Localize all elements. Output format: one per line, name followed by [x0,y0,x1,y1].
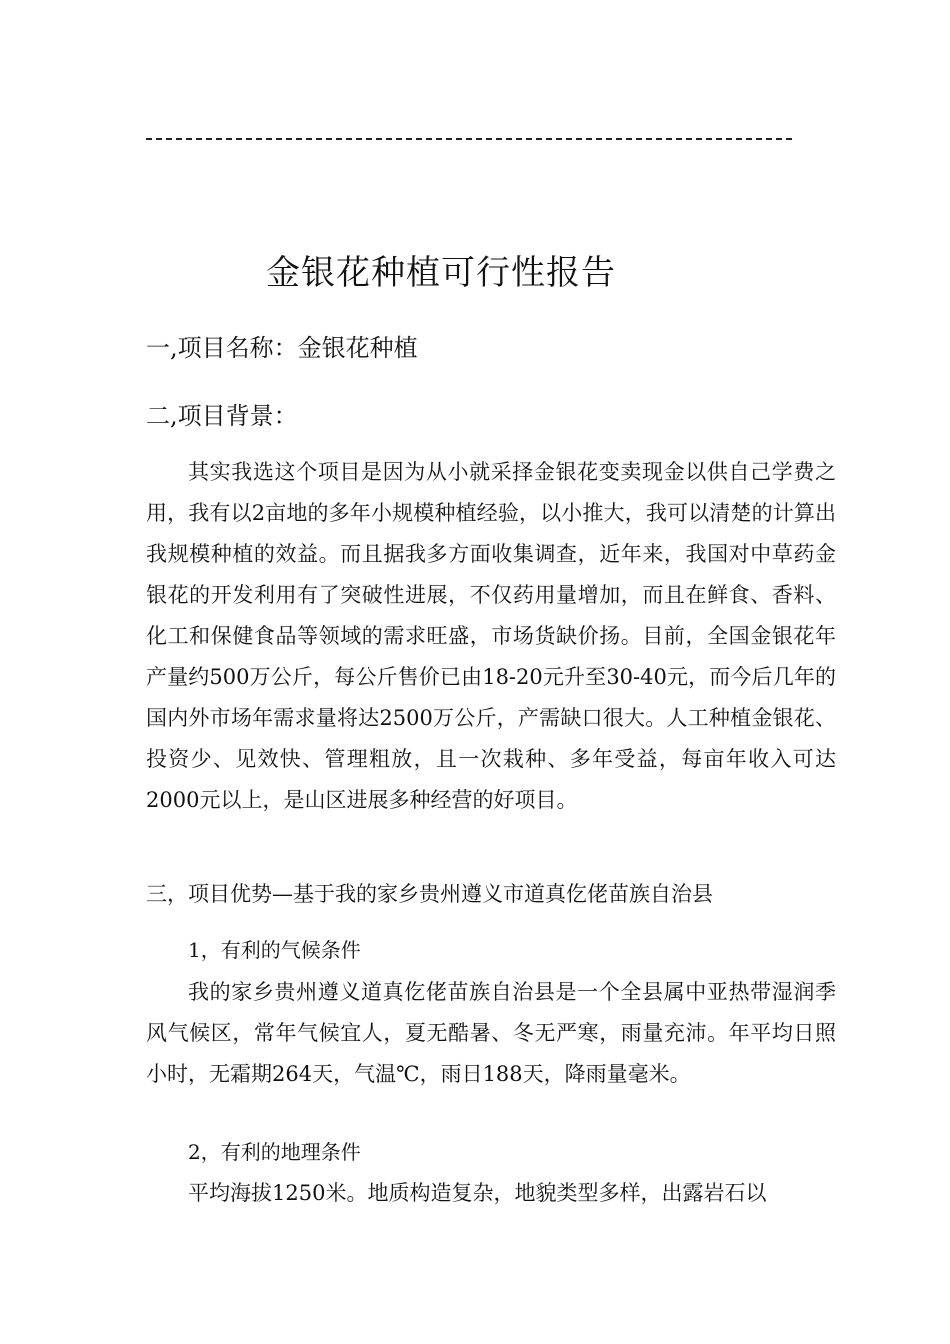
subheading-climate: 1，有利的气候条件 [188,938,361,962]
section-heading-advantages: 三，项目优势—基于我的家乡贵州遵义市道真仡佬苗族自治县 [146,882,713,906]
document-title: 金银花种植可行性报告 [266,253,616,293]
background-paragraph: 其实我选这个项目是因为从小就采择金银花变卖现金以供自己学费之用，我有以2亩地的多年小规模种植经验，以小推大，我可以清楚的计算出我规模种植的效益。而且据我多方面收集调查，近年来，我国对中草药金银花的开发利用有了突破性进展，不仅药用量增加，而且在鲜食、香料、化工和保健食品等领域的需求旺盛，市场货缺价扬。目前，全国金银花年产量约500万公斤，每公斤售价已由18-20元升至30-40元，而今后几年的国内外市场年需求量将达2500万公斤，产需缺口很大。人工种植金银花、投资少、见效快、管理粗放，且一次栽种、多年受益，每亩年收入可达2000元以上，是山区进展多种经营的好项目。 [146,460,836,812]
subheading-geography: 2，有利的地理条件 [188,1140,361,1164]
section-heading-project-name: 一,项目名称：金银花种植 [146,334,418,362]
climate-paragraph: 我的家乡贵州遵义道真仡佬苗族自治县是一个全县属中亚热带湿润季风气候区，常年气候宜人，夏无酷暑、冬无严寒，雨量充沛。年平均日照小时，无霜期264天，气温℃，雨日188天，降雨量毫米。 [146,980,836,1086]
section-heading-background: 二,项目背景： [146,402,298,430]
geography-paragraph: 平均海拔1250米。地质构造复杂，地貌类型多样，出露岩石以 [188,1181,767,1205]
separator-line [146,138,792,140]
